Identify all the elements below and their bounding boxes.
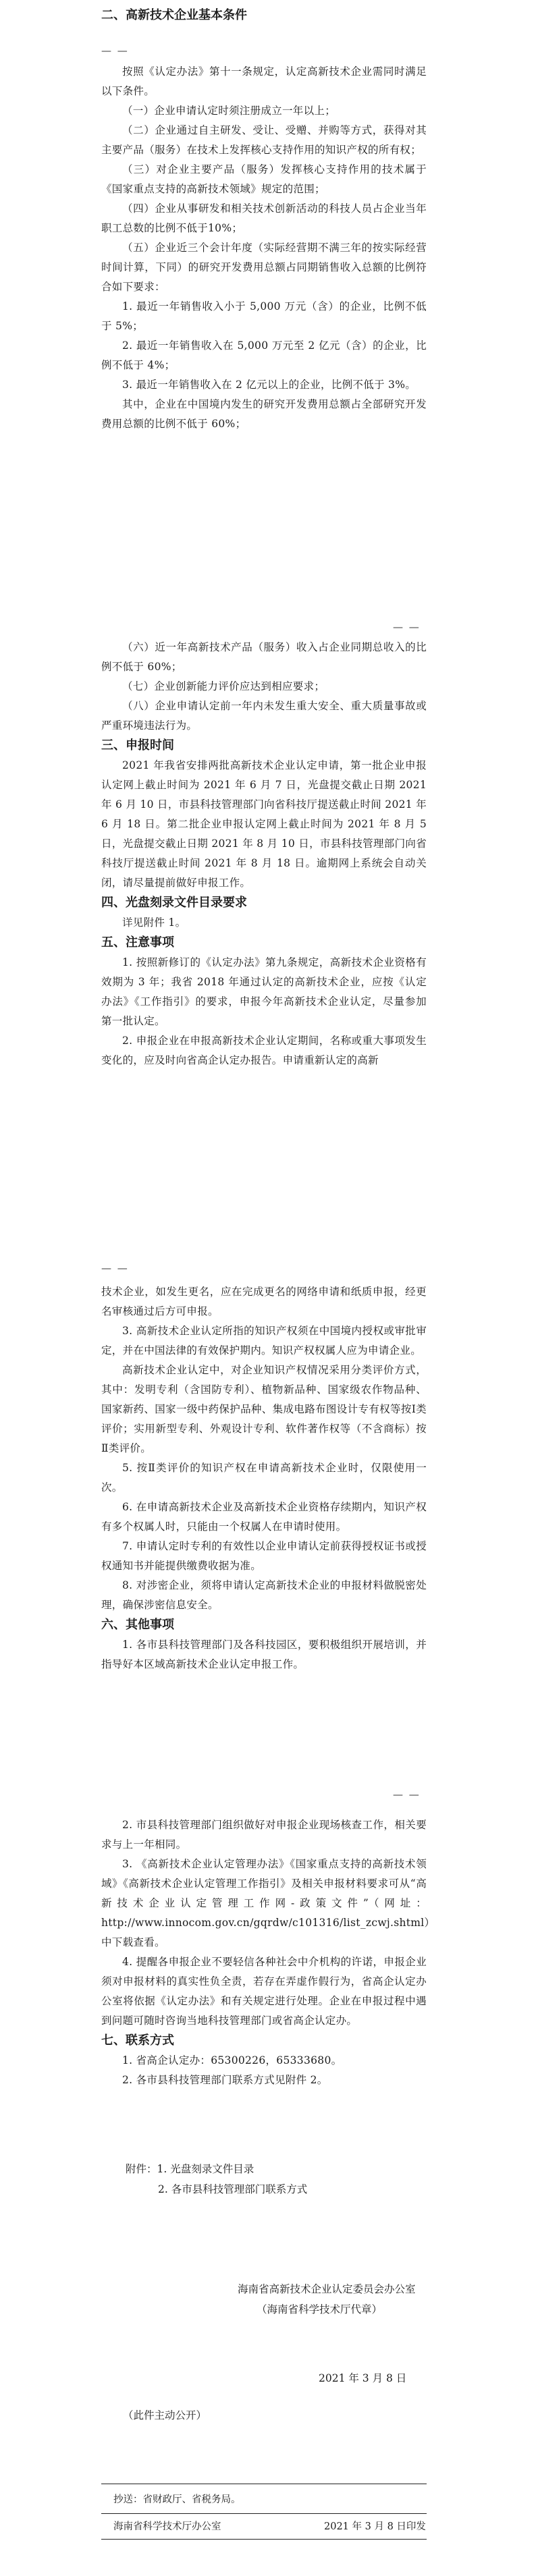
paragraph: 2021 年我省安排两批高新技术企业认定申请，第一批企业申报认定网上截止时间为 2021 年 6 月 7 日，光盘提交截止日期 2021 年 6 月 10 日，市县科技管理部门向省科技厅提送截止时间 2021 年 6 月 18 日。第二批企业申报认定网上截止时间为 2021 年 8 月 5 日，光盘提交截止日期 2021 年 8 月 10 日，市县科技管理部门向省科技厅提送截止时间 2021 年 8 月 18 日。逾期网上系统会自动关闭，请尽量提前做好申报工作。 bbox=[101, 759, 427, 889]
paragraph: 2. 各市县科技管理部门联系方式见附件 2。 bbox=[122, 2074, 328, 2086]
paragraph: （八）企业申请认定前一年内未发生重大安全、重大质量事故或严重环境违法行为。 bbox=[101, 700, 427, 732]
disclosure-note: （此件主动公开） bbox=[123, 2409, 207, 2421]
paragraph: （四）企业从事研发和相关技术创新活动的科技人员占企业当年职工总数的比例不低于10%； bbox=[101, 202, 427, 234]
page-break-dash: — — bbox=[393, 621, 421, 633]
paragraph: 2. 最近一年销售收入在 5,000 万元至 2 亿元（含）的企业，比例不低于 4%； bbox=[101, 339, 427, 371]
paragraph: 3. 高新技术企业认定所指的知识产权须在中国境内授权或审批审定，并在中国法律的有效保护期内。知识产权权属人应为申请企业。 bbox=[101, 1325, 427, 1356]
section-5-continued bbox=[101, 1282, 427, 1674]
paragraph: 7. 申请认定时专利的有效性以企业申请认定前获得授权证书或授权通知书并能提供缴费收据为准。 bbox=[101, 1540, 427, 1572]
paragraph: 6. 在申请高新技术企业及高新技术企业资格存续期内，知识产权有多个权属人时，只能由一个权属人在申请时使用。 bbox=[101, 1501, 427, 1533]
page-break-dash: — — bbox=[101, 1262, 129, 1274]
footer-rule bbox=[101, 2539, 427, 2540]
paragraph: 2. 市县科技管理部门组织做好对申报企业现场核查工作，相关要求与上一年相同。 bbox=[101, 1819, 427, 1851]
paragraph: 按照《认定办法》第十一条规定，认定高新技术企业需同时满足以下条件。 bbox=[101, 65, 427, 97]
paragraph: 1. 省高企认定办：65300226，65333680。 bbox=[122, 2054, 342, 2066]
page-break-dash: — — bbox=[101, 45, 129, 57]
paragraph: 高新技术企业认定中，对企业知识产权情况采用分类评价方式，其中：发明专利（含国防专利）、植物新品种、国家级农作物品种、国家新药、国家一级中药保护品种、集成电路布图设计专有权等按Ⅰ类评价；实用新型专利、外观设计专利、软件著作权等（不含商标）按Ⅱ类评价。 bbox=[101, 1364, 427, 1454]
paragraph: 1. 最近一年销售收入小于 5,000 万元（含）的企业，比例不低于 5%； bbox=[101, 300, 427, 332]
paragraph: 1. 各市县科技管理部门及各科技园区，要积极组织开展培训，并指导好本区域高新技术企业认定申报工作。 bbox=[101, 1639, 427, 1670]
paragraph: 其中，企业在中国境内发生的研究开发费用总额占全部研究开发费用总额的比例不低于 60%； bbox=[101, 398, 427, 430]
section-6-continued bbox=[101, 1815, 435, 2090]
paragraph: 详见附件 1。 bbox=[122, 916, 186, 929]
section-5-heading: 五、注意事项 bbox=[101, 935, 174, 950]
paragraph: （五）企业近三个会计年度（实际经营期不满三年的按实际经营时间计算，下同）的研究开发费用总额占同期销售收入总额的比例符合如下要求： bbox=[101, 242, 427, 293]
paragraph: （六）近一年高新技术产品（服务）收入占企业同期总收入的比例不低于 60%； bbox=[101, 641, 427, 673]
issue-date: 2021 年 3 月 8 日 bbox=[319, 2372, 407, 2384]
paragraph: 3. 《高新技术企业认定管理办法》《国家重点支持的高新技术领域》《高新技术企业认定管理工作指引》及相关申报材料要求可从“高新技术企业认定管理工作网-政策文件”（网址：http://www.innocom.gov.cn/gqrdw/c101316/list_zcwj.shtml）中下载查看。 bbox=[101, 1858, 435, 1948]
paragraph: （一）企业申请认定时须注册成立一年以上； bbox=[122, 105, 336, 117]
paragraph: 3. 最近一年销售收入在 2 亿元以上的企业，比例不低于 3%。 bbox=[122, 379, 417, 391]
issuing-org-seal-note: （海南省科学技术厅代章） bbox=[257, 2303, 383, 2315]
section-2-continued bbox=[101, 638, 427, 1070]
paragraph: （三）对企业主要产品（服务）发挥核心支持作用的技术属于《国家重点支持的高新技术领域》规定的范围； bbox=[101, 163, 427, 195]
issuing-org: 海南省高新技术企业认定委员会办公室 bbox=[238, 2283, 416, 2295]
footer-rule bbox=[101, 2513, 427, 2514]
section-2 bbox=[101, 5, 427, 26]
paragraph: 技术企业，如发生更名，应在完成更名的网络申请和纸质申报，经更名审核通过后方可申报。 bbox=[101, 1286, 427, 1317]
section-3-heading: 三、申报时间 bbox=[101, 738, 174, 752]
section-4-heading: 四、光盘刻录文件目录要求 bbox=[101, 896, 247, 910]
section-6-heading: 六、其他事项 bbox=[101, 1618, 174, 1632]
paragraph: 5. 按Ⅱ类评价的知识产权在申请高新技术企业时，仅限使用一次。 bbox=[101, 1462, 427, 1493]
cc-line: 抄送：省财政厅、省税务局。 bbox=[113, 2494, 241, 2505]
paragraph: （七）企业创新能力评价应达到相应要求； bbox=[122, 680, 325, 692]
issuing-office: 海南省科学技术厅办公室 bbox=[113, 2521, 221, 2532]
paragraph: 2. 申报企业在申报高新技术企业认定期间，名称或重大事项发生变化的，应及时向省高企认定办报告。申请重新认定的高新 bbox=[101, 1035, 427, 1066]
section-2-body bbox=[101, 62, 427, 434]
paragraph: （二）企业通过自主研发、受让、受赠、并购等方式，获得对其主要产品（服务）在技术上发挥核心支持作用的知识产权的所有权； bbox=[101, 124, 427, 156]
paragraph: 4. 提醒各申报企业不要轻信各种社会中介机构的许诺，申报企业须对申报材料的真实性负全责，若存在弄虚作假行为，省高企认定办公室将依据《认定办法》和有关规定进行处理。企业在申报过程中遇到问题可随时咨询当地科技管理部门或省高企认定办。 bbox=[101, 1956, 427, 2027]
section-2-heading: 二、高新技术企业基本条件 bbox=[101, 8, 247, 22]
paragraph: 8. 对涉密企业，须将申请认定高新技术企业的申报材料做脱密处理，确保涉密信息安全。 bbox=[101, 1579, 427, 1611]
paragraph: 1. 按照新修订的《认定办法》第九条规定，高新技术企业资格有效期为 3 年；我省 2018 年通过认定的高新技术企业，应按《认定办法》《工作指引》的要求，申报今年高新技术企业认定，尽量参加第一批认定。 bbox=[101, 956, 427, 1027]
attachment-item: 2. 各市县科技管理部门联系方式 bbox=[158, 2183, 308, 2195]
print-date: 2021 年 3 月 8 日印发 bbox=[324, 2521, 426, 2532]
section-7-heading: 七、联系方式 bbox=[101, 2033, 174, 2048]
page-break-dash: — — bbox=[393, 1788, 421, 1801]
attachments-label: 附件：1. 光盘刻录文件目录 bbox=[126, 2163, 254, 2175]
